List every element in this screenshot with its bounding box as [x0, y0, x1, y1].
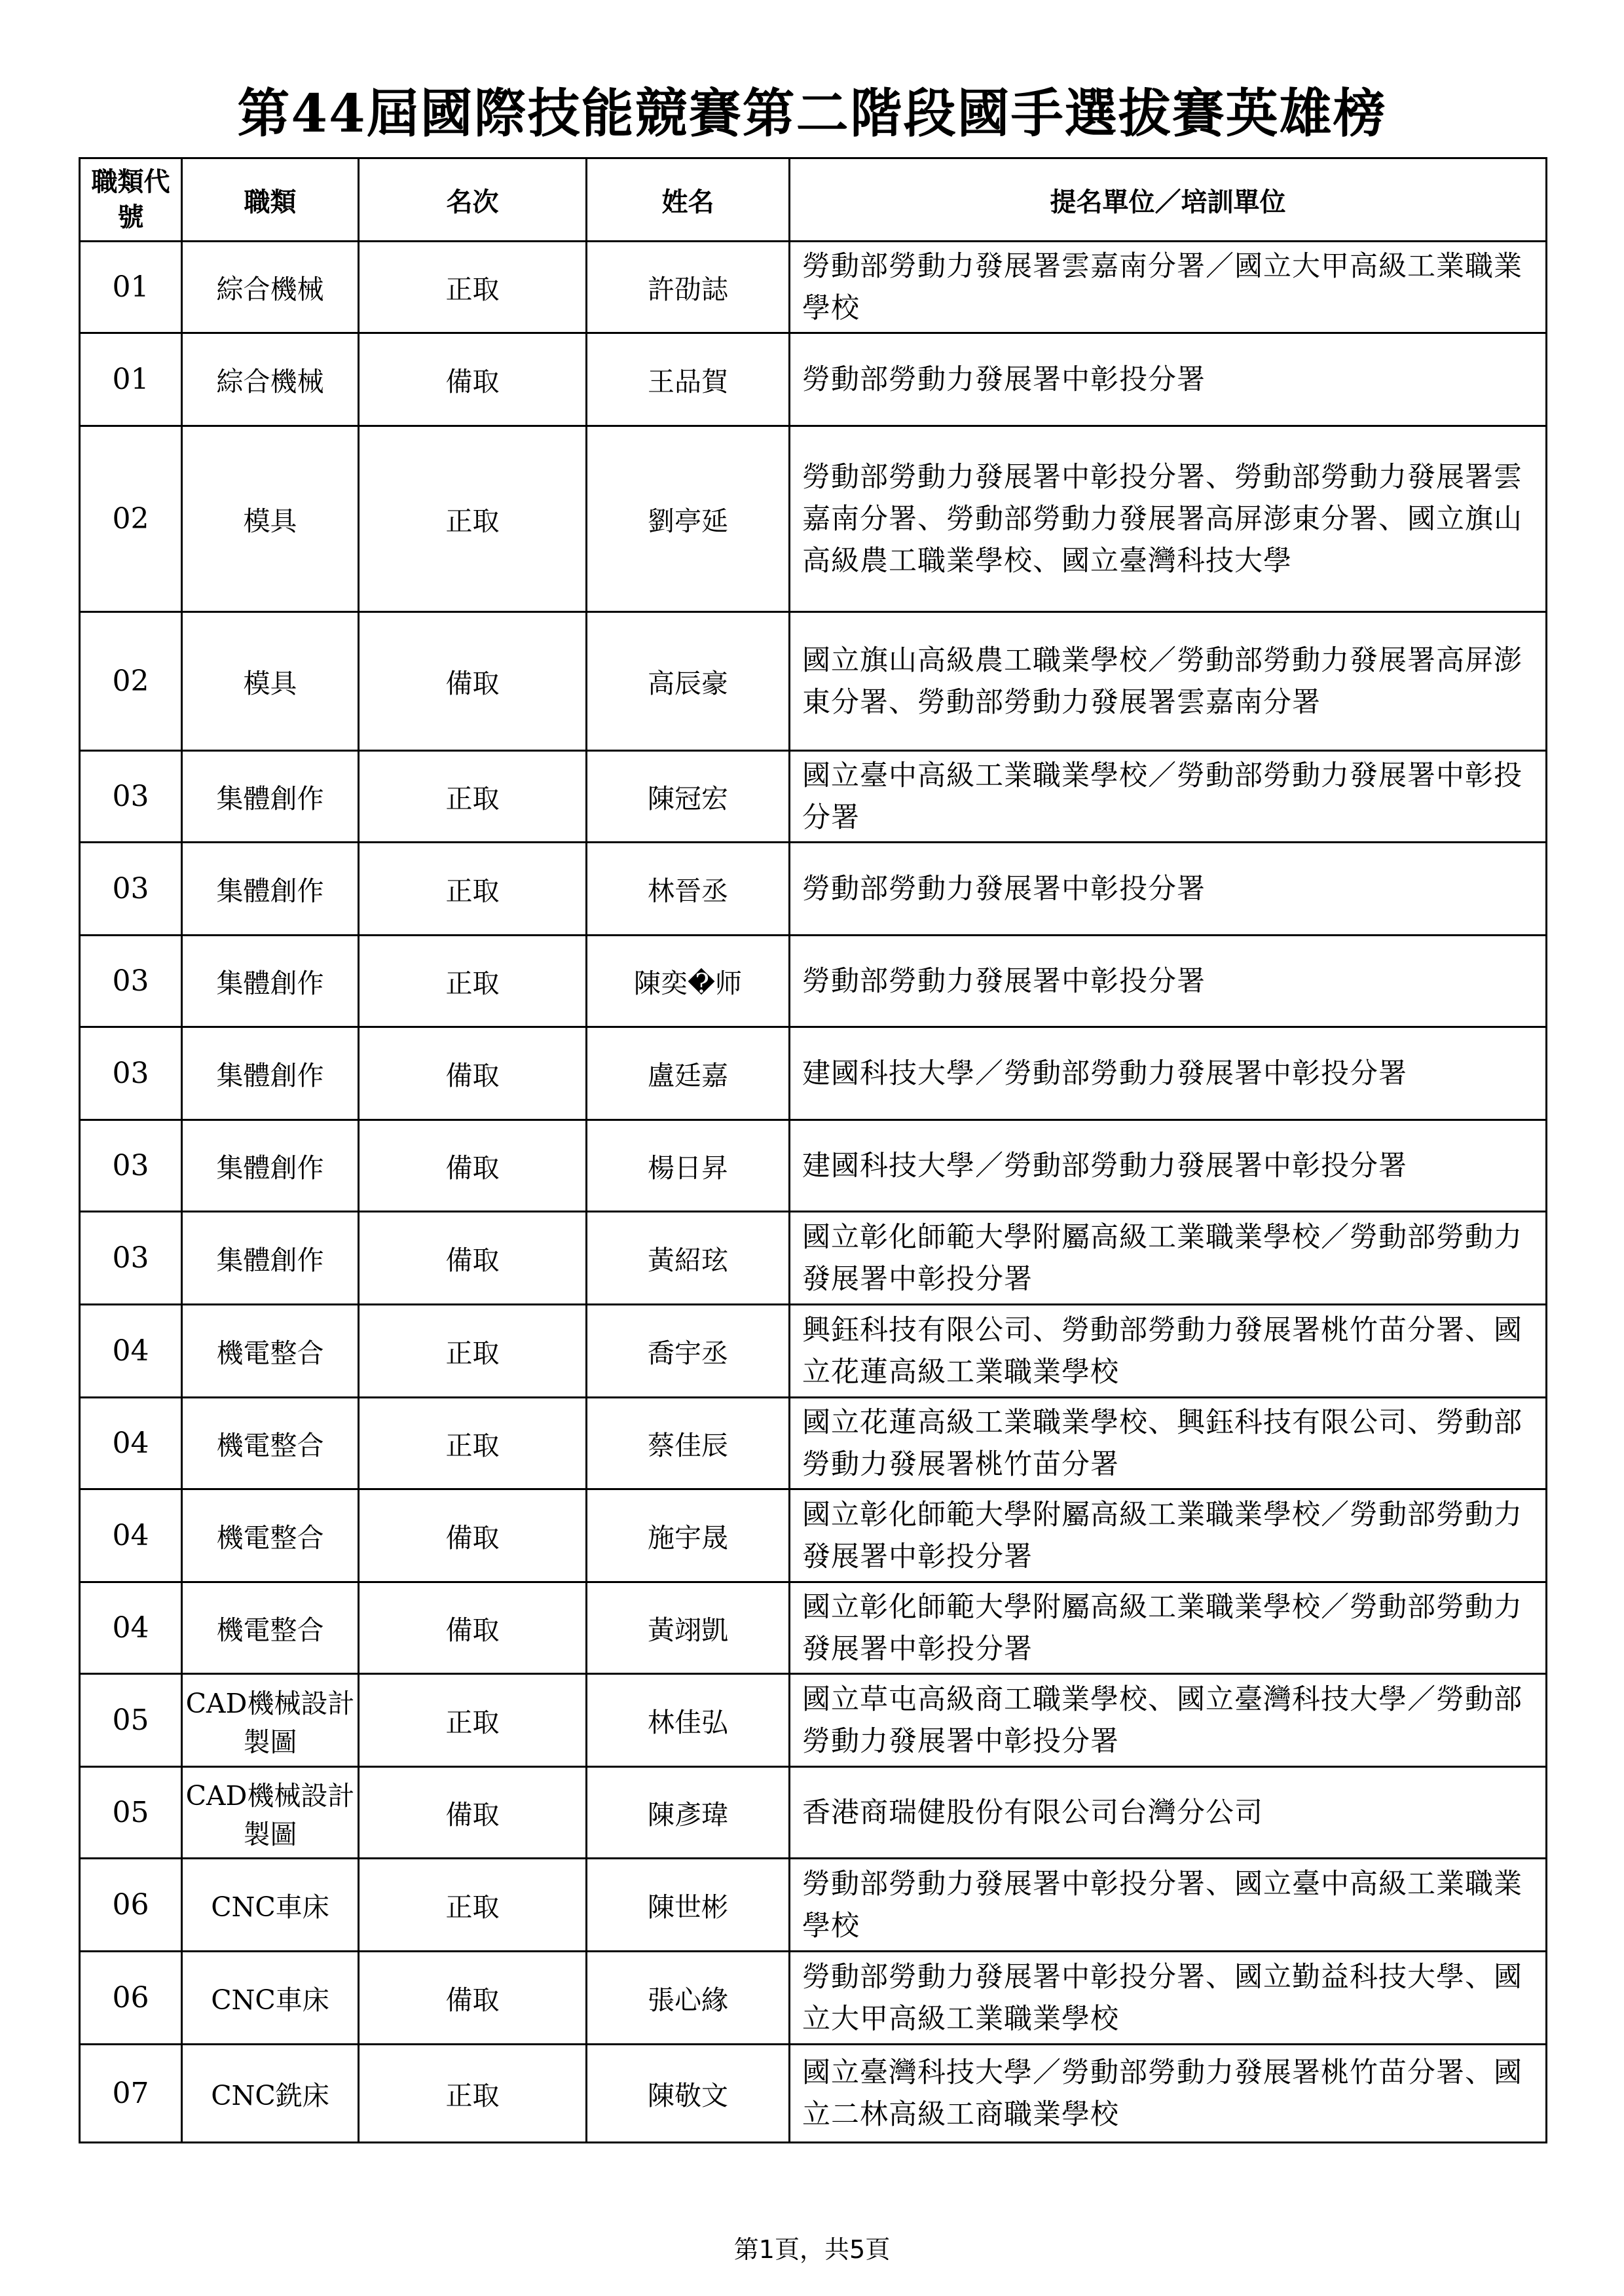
table-row [80, 333, 1547, 426]
cell-category: 機電整合 [182, 1582, 359, 1674]
cell-category: 模具 [182, 612, 359, 751]
cell-rank: 正取 [359, 242, 587, 333]
cell-name: 蔡佳辰 [587, 1398, 790, 1489]
cell-rank: 正取 [359, 1674, 587, 1767]
cell-rank: 備取 [359, 1767, 587, 1859]
cell-unit: 勞動部勞動力發展署中彰投分署、國立勤益科技大學、國立大甲高級工業職業學校 [790, 1952, 1547, 2045]
table-row [80, 612, 1547, 751]
cell-category: 集體創作 [182, 1120, 359, 1212]
table-row [80, 1398, 1547, 1489]
cell-rank: 備取 [359, 1952, 587, 2045]
cell-unit: 建國科技大學／勞動部勞動力發展署中彰投分署 [790, 1027, 1547, 1120]
cell-unit: 興鈺科技有限公司、勞動部勞動力發展署桃竹苗分署、國立花蓮高級工業職業學校 [790, 1305, 1547, 1398]
cell-unit: 勞動部勞動力發展署雲嘉南分署／國立大甲高級工業職業學校 [790, 242, 1547, 333]
cell-rank: 備取 [359, 612, 587, 751]
cell-name: 許劭誌 [587, 242, 790, 333]
cell-unit: 國立草屯高級商工職業學校、國立臺灣科技大學／勞動部勞動力發展署中彰投分署 [790, 1674, 1547, 1767]
cell-category: 模具 [182, 426, 359, 612]
cell-rank: 備取 [359, 1489, 587, 1582]
cell-name: 陳奕�师 [587, 936, 790, 1027]
cell-name: 劉亭延 [587, 426, 790, 612]
cell-code: 05 [80, 1767, 182, 1859]
table-row [80, 1582, 1547, 1674]
cell-unit: 國立旗山高級農工職業學校／勞動部勞動力發展署高屏澎東分署、勞動部勞動力發展署雲嘉南分署 [790, 612, 1547, 751]
cell-rank: 正取 [359, 2045, 587, 2143]
cell-code: 04 [80, 1305, 182, 1398]
table-row [80, 1212, 1547, 1305]
footer-middle: 頁，共 [774, 2235, 849, 2264]
cell-rank: 備取 [359, 1582, 587, 1674]
footer-prefix: 第 [733, 2235, 759, 2264]
page-title: 第44屆國際技能競賽第二階段國手選拔賽英雄榜 [237, 82, 1387, 144]
header-category: 職類 [182, 158, 359, 242]
header-code: 職類代號 [80, 158, 182, 242]
cell-code: 01 [80, 333, 182, 426]
cell-unit: 國立花蓮高級工業職業學校、興鈺科技有限公司、勞動部勞動力發展署桃竹苗分署 [790, 1398, 1547, 1489]
cell-code: 03 [80, 1212, 182, 1305]
table-row [80, 2045, 1547, 2143]
cell-name: 黃紹玹 [587, 1212, 790, 1305]
cell-code: 06 [80, 1859, 182, 1952]
cell-name: 林佳弘 [587, 1674, 790, 1767]
cell-code: 04 [80, 1398, 182, 1489]
table-row [80, 1952, 1547, 2045]
cell-name: 盧廷嘉 [587, 1027, 790, 1120]
table-row [80, 1674, 1547, 1767]
cell-name: 林晉丞 [587, 843, 790, 936]
table-row [80, 1120, 1547, 1212]
cell-rank: 正取 [359, 1859, 587, 1952]
cell-name: 喬宇丞 [587, 1305, 790, 1398]
cell-unit: 勞動部勞動力發展署中彰投分署、勞動部勞動力發展署雲嘉南分署、勞動部勞動力發展署高屏澎東分署、國立旗山高級農工職業學校、國立臺灣科技大學 [790, 426, 1547, 612]
cell-category: CAD機械設計製圖 [182, 1674, 359, 1767]
cell-name: 陳世彬 [587, 1859, 790, 1952]
cell-category: 集體創作 [182, 751, 359, 843]
table-row [80, 751, 1547, 843]
cell-code: 02 [80, 612, 182, 751]
header-unit: 提名單位／培訓單位 [790, 158, 1547, 242]
cell-rank: 備取 [359, 333, 587, 426]
cell-name: 陳彥瑋 [587, 1767, 790, 1859]
cell-category: CNC車床 [182, 1859, 359, 1952]
cell-category: CNC銑床 [182, 2045, 359, 2143]
cell-code: 03 [80, 1120, 182, 1212]
table-row [80, 1489, 1547, 1582]
header-rank: 名次 [359, 158, 587, 242]
cell-unit: 勞動部勞動力發展署中彰投分署 [790, 333, 1547, 426]
cell-unit: 國立臺中高級工業職業學校／勞動部勞動力發展署中彰投分署 [790, 751, 1547, 843]
cell-rank: 正取 [359, 1305, 587, 1398]
cell-name: 陳敬文 [587, 2045, 790, 2143]
cell-rank: 正取 [359, 1398, 587, 1489]
cell-unit: 香港商瑞健股份有限公司台灣分公司 [790, 1767, 1547, 1859]
cell-code: 06 [80, 1952, 182, 2045]
table-row [80, 1305, 1547, 1398]
cell-rank: 正取 [359, 936, 587, 1027]
table-row [80, 1859, 1547, 1952]
header-name: 姓名 [587, 158, 790, 242]
cell-category: 機電整合 [182, 1305, 359, 1398]
table-header-row [80, 158, 1547, 242]
table-row [80, 426, 1547, 612]
cell-name: 高辰豪 [587, 612, 790, 751]
cell-unit: 國立彰化師範大學附屬高級工業職業學校／勞動部勞動力發展署中彰投分署 [790, 1212, 1547, 1305]
cell-code: 03 [80, 843, 182, 936]
footer-current-page: 1 [758, 2235, 775, 2264]
cell-code: 04 [80, 1489, 182, 1582]
table-row [80, 242, 1547, 333]
cell-code: 04 [80, 1582, 182, 1674]
cell-category: CNC車床 [182, 1952, 359, 2045]
page-footer [0, 2229, 1624, 2265]
cell-category: 機電整合 [182, 1489, 359, 1582]
cell-unit: 勞動部勞動力發展署中彰投分署 [790, 936, 1547, 1027]
cell-code: 07 [80, 2045, 182, 2143]
table-row [80, 1767, 1547, 1859]
cell-rank: 正取 [359, 843, 587, 936]
cell-rank: 正取 [359, 426, 587, 612]
table-row [80, 843, 1547, 936]
table-row [80, 936, 1547, 1027]
footer-total-pages: 5 [849, 2235, 866, 2264]
cell-category: 綜合機械 [182, 242, 359, 333]
table-row [80, 1027, 1547, 1120]
cell-unit: 國立彰化師範大學附屬高級工業職業學校／勞動部勞動力發展署中彰投分署 [790, 1489, 1547, 1582]
cell-unit: 國立彰化師範大學附屬高級工業職業學校／勞動部勞動力發展署中彰投分署 [790, 1582, 1547, 1674]
cell-category: 綜合機械 [182, 333, 359, 426]
cell-category: 集體創作 [182, 1212, 359, 1305]
cell-code: 03 [80, 1027, 182, 1120]
cell-unit: 建國科技大學／勞動部勞動力發展署中彰投分署 [790, 1120, 1547, 1212]
cell-code: 03 [80, 751, 182, 843]
cell-code: 03 [80, 936, 182, 1027]
cell-code: 01 [80, 242, 182, 333]
cell-category: 集體創作 [182, 1027, 359, 1120]
cell-unit: 勞動部勞動力發展署中彰投分署、國立臺中高級工業職業學校 [790, 1859, 1547, 1952]
cell-category: CAD機械設計製圖 [182, 1767, 359, 1859]
cell-unit: 國立臺灣科技大學／勞動部勞動力發展署桃竹苗分署、國立二林高級工商職業學校 [790, 2045, 1547, 2143]
cell-name: 施宇晟 [587, 1489, 790, 1582]
cell-name: 黃翊凱 [587, 1582, 790, 1674]
cell-rank: 備取 [359, 1120, 587, 1212]
cell-unit: 勞動部勞動力發展署中彰投分署 [790, 843, 1547, 936]
cell-category: 集體創作 [182, 843, 359, 936]
cell-rank: 備取 [359, 1212, 587, 1305]
cell-name: 陳冠宏 [587, 751, 790, 843]
cell-name: 王品賀 [587, 333, 790, 426]
cell-name: 楊日昇 [587, 1120, 790, 1212]
cell-category: 集體創作 [182, 936, 359, 1027]
cell-code: 02 [80, 426, 182, 612]
cell-rank: 正取 [359, 751, 587, 843]
cell-name: 張心緣 [587, 1952, 790, 2045]
cell-rank: 備取 [359, 1027, 587, 1120]
footer-suffix: 頁 [865, 2235, 891, 2264]
cell-category: 機電整合 [182, 1398, 359, 1489]
roster-table [79, 157, 1547, 2143]
cell-code: 05 [80, 1674, 182, 1767]
